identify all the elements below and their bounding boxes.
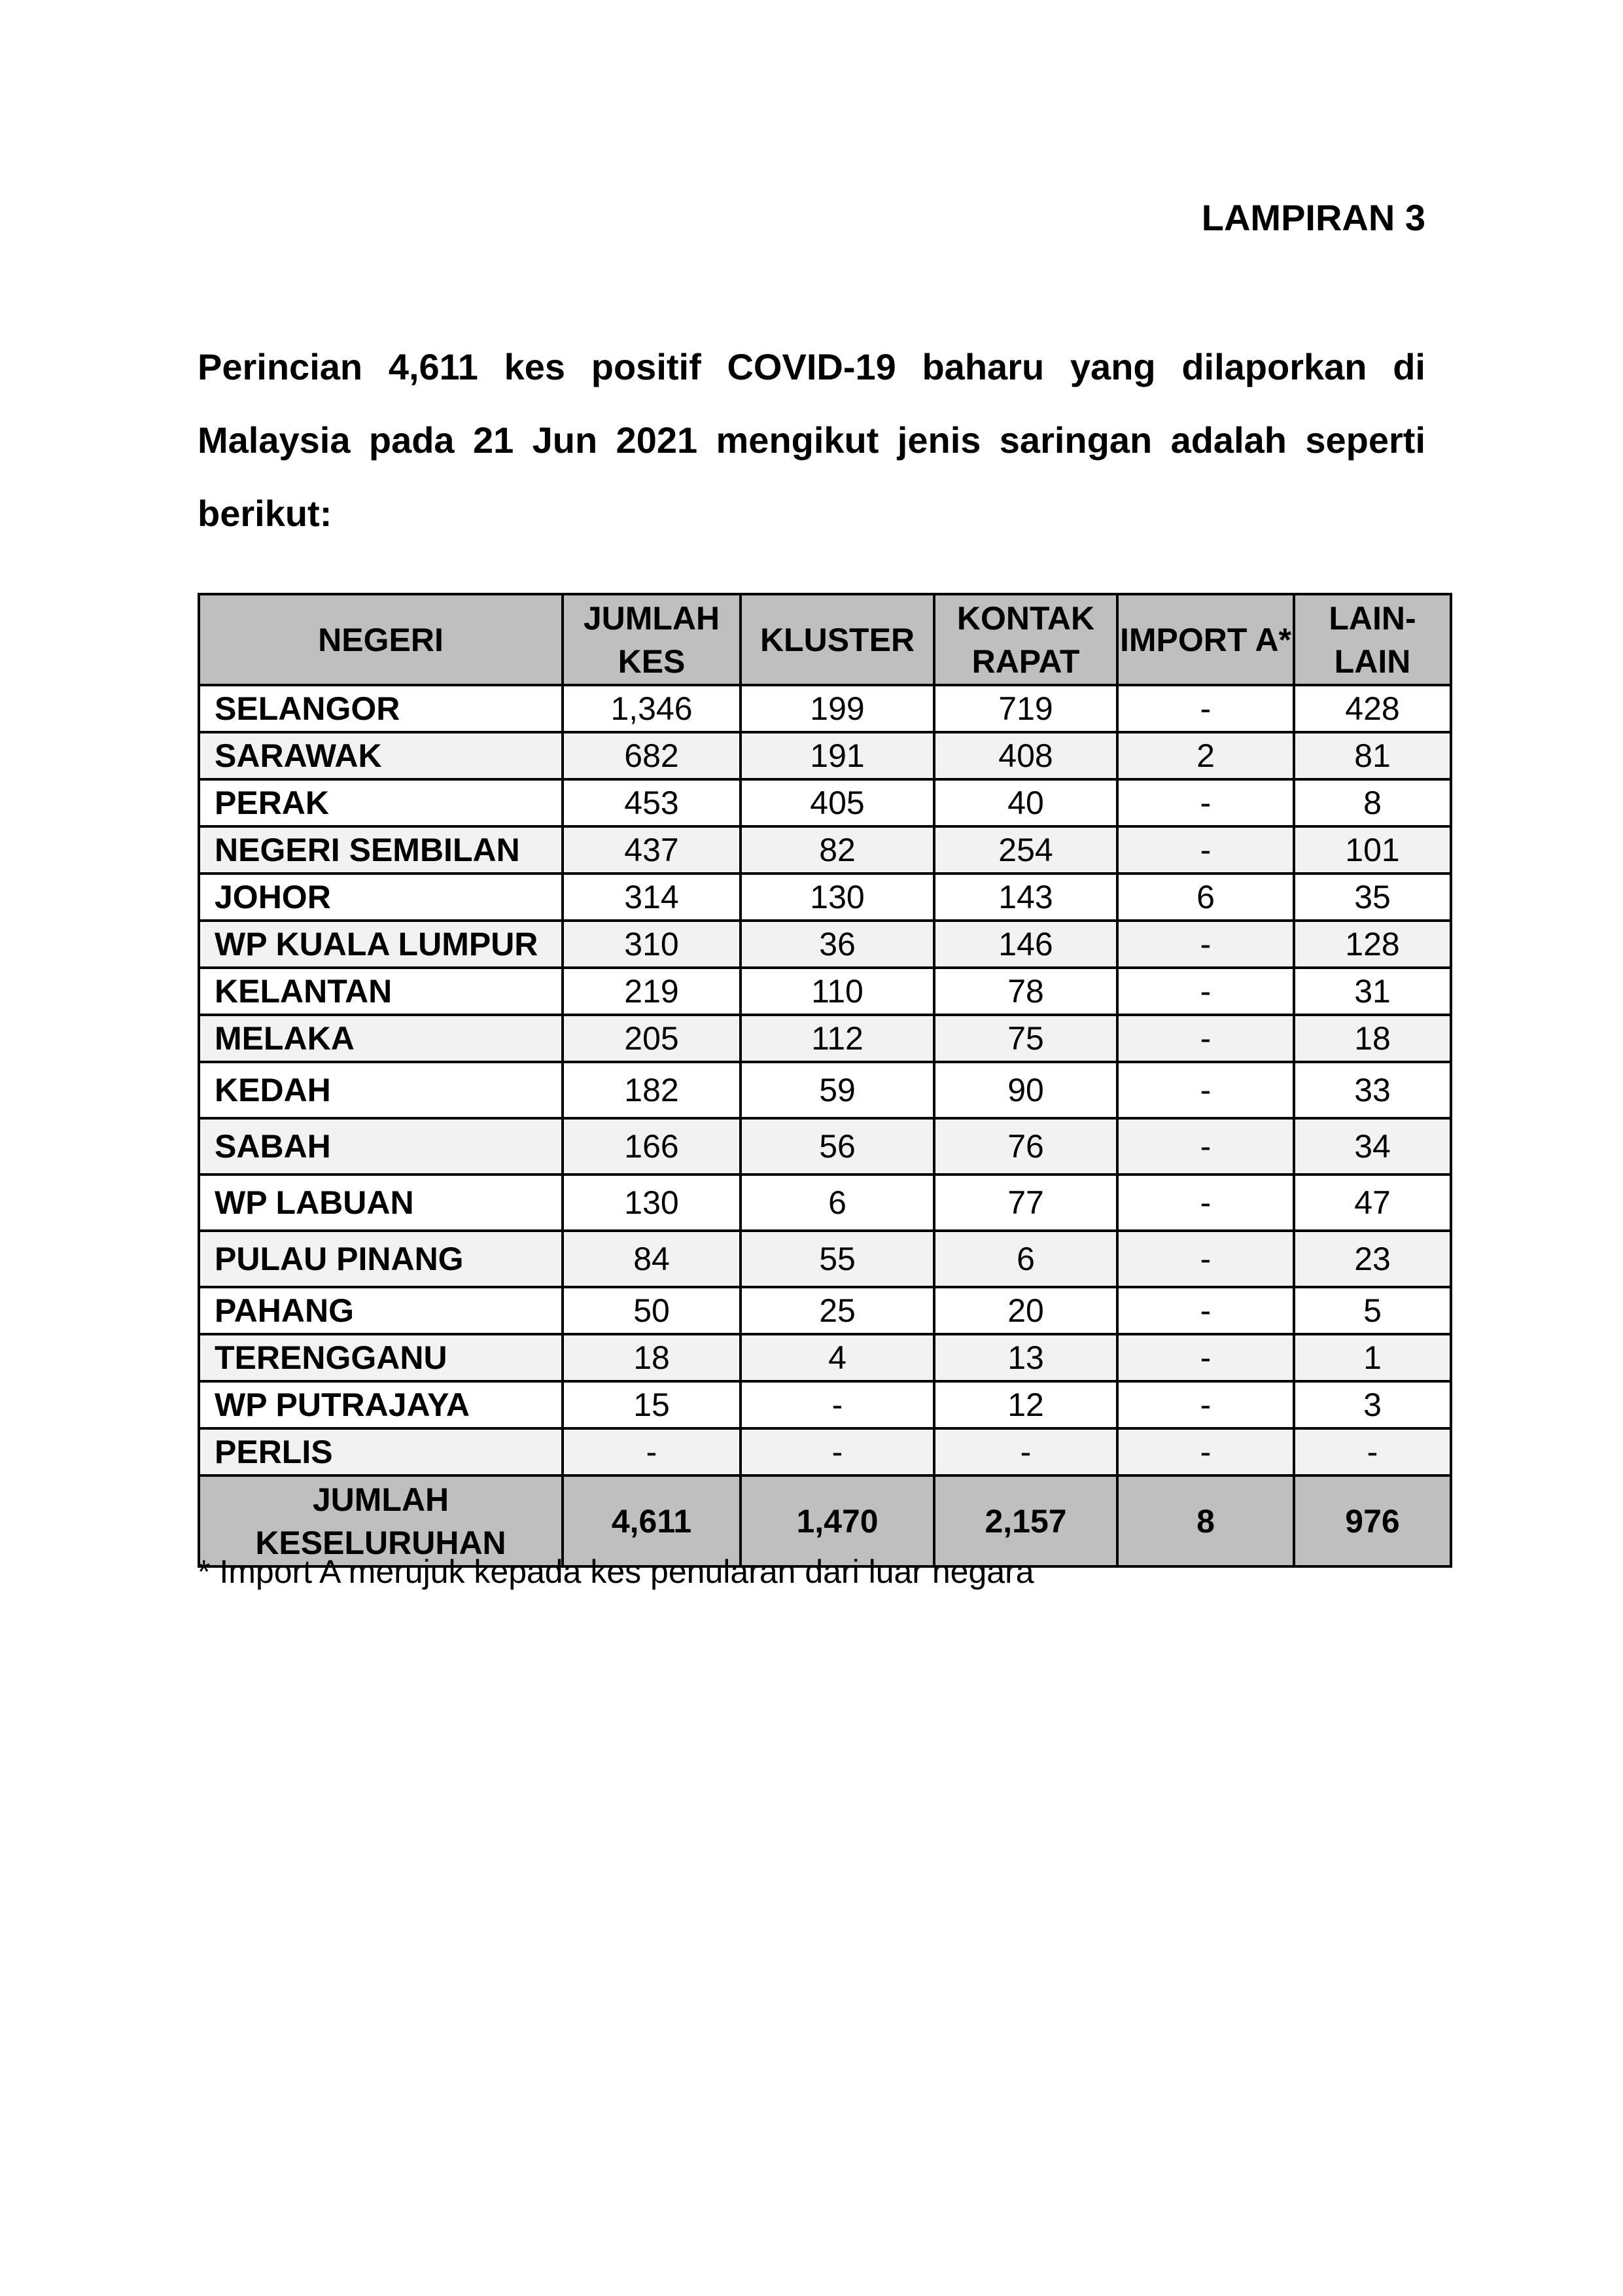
value-cell: 40	[934, 779, 1117, 826]
value-cell: 428	[1294, 685, 1451, 732]
value-cell: -	[741, 1428, 934, 1475]
value-cell: -	[1117, 921, 1294, 968]
value-cell: 75	[934, 1015, 1117, 1062]
covid-cases-table	[198, 593, 1452, 1568]
value-cell: 25	[741, 1287, 934, 1334]
total-cell: 8	[1117, 1475, 1294, 1566]
value-cell: 31	[1294, 968, 1451, 1015]
value-cell: 59	[741, 1062, 934, 1118]
value-cell: 166	[563, 1118, 741, 1174]
footnote: * Import A merujuk kepada kes penularan dari luar negara	[198, 1553, 1034, 1590]
column-header: NEGERI	[199, 594, 563, 685]
state-name-cell: NEGERI SEMBILAN	[199, 826, 563, 874]
value-cell: 23	[1294, 1231, 1451, 1287]
state-name-cell: MELAKA	[199, 1015, 563, 1062]
value-cell: -	[1117, 826, 1294, 874]
value-cell: 20	[934, 1287, 1117, 1334]
value-cell: 35	[1294, 874, 1451, 921]
value-cell: 4	[741, 1334, 934, 1381]
value-cell: 6	[934, 1231, 1117, 1287]
value-cell: 77	[934, 1174, 1117, 1231]
state-name-cell: WP KUALA LUMPUR	[199, 921, 563, 968]
value-cell: 18	[563, 1334, 741, 1381]
value-cell: -	[1117, 1334, 1294, 1381]
value-cell: -	[1117, 685, 1294, 732]
value-cell: -	[1117, 1015, 1294, 1062]
table-row	[199, 1015, 1451, 1062]
value-cell: 2	[1117, 732, 1294, 779]
value-cell: -	[1117, 1381, 1294, 1428]
value-cell: -	[1117, 1231, 1294, 1287]
value-cell: 719	[934, 685, 1117, 732]
value-cell: 5	[1294, 1287, 1451, 1334]
value-cell: -	[741, 1381, 934, 1428]
value-cell: 453	[563, 779, 741, 826]
table-row	[199, 1231, 1451, 1287]
table-header-row	[199, 594, 1451, 685]
value-cell: -	[1117, 1118, 1294, 1174]
state-name-cell: KELANTAN	[199, 968, 563, 1015]
state-name-cell: SELANGOR	[199, 685, 563, 732]
value-cell: 56	[741, 1118, 934, 1174]
value-cell: -	[1117, 968, 1294, 1015]
value-cell: 90	[934, 1062, 1117, 1118]
total-cell: 976	[1294, 1475, 1451, 1566]
value-cell: 314	[563, 874, 741, 921]
total-label: JUMLAH KESELURUHAN	[199, 1475, 563, 1566]
state-name-cell: SABAH	[199, 1118, 563, 1174]
state-name-cell: WP LABUAN	[199, 1174, 563, 1231]
lampiran-label: LAMPIRAN 3	[1201, 197, 1425, 238]
table-row	[199, 732, 1451, 779]
value-cell: 682	[563, 732, 741, 779]
value-cell: 101	[1294, 826, 1451, 874]
value-cell: -	[1117, 1062, 1294, 1118]
value-cell: -	[1117, 779, 1294, 826]
value-cell: 1	[1294, 1334, 1451, 1381]
column-header: LAIN-LAIN	[1294, 594, 1451, 685]
table-row	[199, 874, 1451, 921]
value-cell: 76	[934, 1118, 1117, 1174]
column-header: KONTAK RAPAT	[934, 594, 1117, 685]
value-cell: 182	[563, 1062, 741, 1118]
table-row	[199, 1062, 1451, 1118]
value-cell: 50	[563, 1287, 741, 1334]
value-cell: 8	[1294, 779, 1451, 826]
value-cell: 78	[934, 968, 1117, 1015]
state-name-cell: PAHANG	[199, 1287, 563, 1334]
value-cell: 84	[563, 1231, 741, 1287]
value-cell: -	[1117, 1287, 1294, 1334]
value-cell: 47	[1294, 1174, 1451, 1231]
value-cell: 33	[1294, 1062, 1451, 1118]
value-cell: 191	[741, 732, 934, 779]
value-cell: 130	[563, 1174, 741, 1231]
state-name-cell: PULAU PINANG	[199, 1231, 563, 1287]
value-cell: 146	[934, 921, 1117, 968]
state-name-cell: KEDAH	[199, 1062, 563, 1118]
value-cell: 82	[741, 826, 934, 874]
value-cell: 408	[934, 732, 1117, 779]
column-header: JUMLAH KES	[563, 594, 741, 685]
state-name-cell: PERLIS	[199, 1428, 563, 1475]
state-name-cell: WP PUTRAJAYA	[199, 1381, 563, 1428]
state-name-cell: JOHOR	[199, 874, 563, 921]
value-cell: 3	[1294, 1381, 1451, 1428]
value-cell: 34	[1294, 1118, 1451, 1174]
value-cell: 12	[934, 1381, 1117, 1428]
value-cell: -	[1117, 1174, 1294, 1231]
value-cell: 199	[741, 685, 934, 732]
total-cell: 4,611	[563, 1475, 741, 1566]
value-cell: 405	[741, 779, 934, 826]
value-cell: -	[1117, 1428, 1294, 1475]
value-cell: 437	[563, 826, 741, 874]
table-row	[199, 1334, 1451, 1381]
value-cell: 110	[741, 968, 934, 1015]
value-cell: 18	[1294, 1015, 1451, 1062]
table-row	[199, 1428, 1451, 1475]
table-row	[199, 826, 1451, 874]
column-header: KLUSTER	[741, 594, 934, 685]
value-cell: 15	[563, 1381, 741, 1428]
table-row	[199, 1118, 1451, 1174]
table-row	[199, 1381, 1451, 1428]
table-row	[199, 1174, 1451, 1231]
value-cell: 205	[563, 1015, 741, 1062]
value-cell: 219	[563, 968, 741, 1015]
value-cell: -	[1294, 1428, 1451, 1475]
value-cell: 36	[741, 921, 934, 968]
value-cell: 6	[1117, 874, 1294, 921]
total-cell: 2,157	[934, 1475, 1117, 1566]
intro-paragraph: Perincian 4,611 kes positif COVID-19 baharu yang dilaporkan di Malaysia pada 21 Jun 2021 mengikut jenis saringan adalah seperti berikut:	[198, 346, 1425, 534]
state-name-cell: SARAWAK	[199, 732, 563, 779]
value-cell: 6	[741, 1174, 934, 1231]
table-row	[199, 1287, 1451, 1334]
table-row	[199, 921, 1451, 968]
value-cell: 1,346	[563, 685, 741, 732]
value-cell: 130	[741, 874, 934, 921]
value-cell: 81	[1294, 732, 1451, 779]
table-row	[199, 779, 1451, 826]
value-cell: 13	[934, 1334, 1117, 1381]
table-row	[199, 968, 1451, 1015]
value-cell: -	[934, 1428, 1117, 1475]
value-cell: -	[563, 1428, 741, 1475]
value-cell: 254	[934, 826, 1117, 874]
column-header: IMPORT A*	[1117, 594, 1294, 685]
state-name-cell: PERAK	[199, 779, 563, 826]
value-cell: 112	[741, 1015, 934, 1062]
value-cell: 143	[934, 874, 1117, 921]
value-cell: 128	[1294, 921, 1451, 968]
value-cell: 55	[741, 1231, 934, 1287]
value-cell: 310	[563, 921, 741, 968]
state-name-cell: TERENGGANU	[199, 1334, 563, 1381]
table-row	[199, 685, 1451, 732]
total-cell: 1,470	[741, 1475, 934, 1566]
